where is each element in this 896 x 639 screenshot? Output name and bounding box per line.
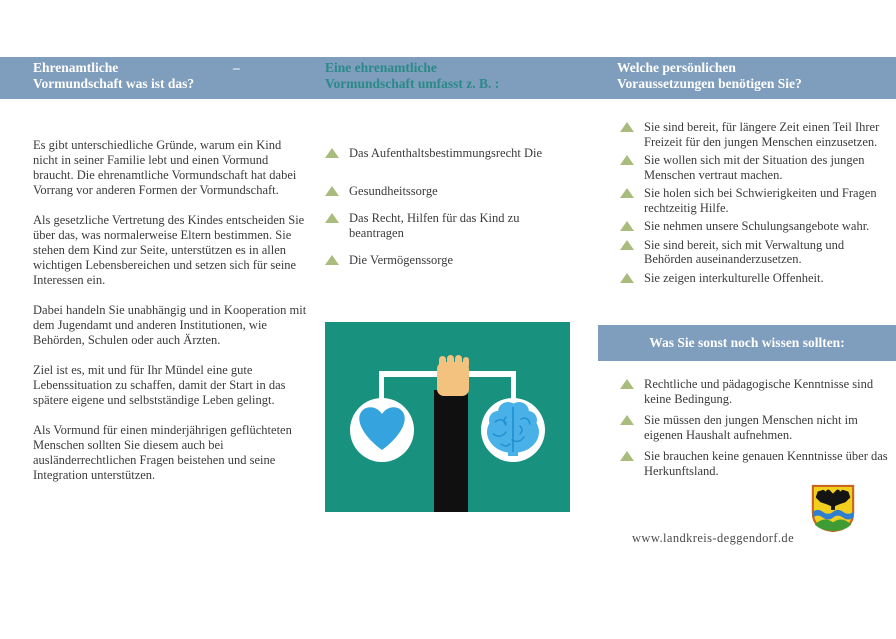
paragraph: Es gibt unterschiedliche Gründe, warum ein Kind nicht in seiner Familie lebt und einen Vormund braucht. Die ehrenamtliche Vormundschaft hat dabei Vorrang vor anderen Formen der Vormundschaft. xyxy=(33,138,297,197)
list-item xyxy=(620,153,888,182)
list-item xyxy=(620,186,888,215)
triangle-bullet-icon xyxy=(620,155,634,165)
column3-header-line2: Voraussetzungen benötigen Sie? xyxy=(617,76,802,91)
triangle-bullet-icon xyxy=(325,213,339,223)
triangle-bullet-icon xyxy=(620,379,634,389)
paragraph: Ziel ist es, mit und für Ihr Mündel eine gute Lebenssituation zu schaffen, damit der Start in das spätere eigene und selbstständige Leben gelingt. xyxy=(33,363,286,407)
list-item xyxy=(620,238,888,267)
list-item-label: Das Aufenthaltsbestimmungsrecht Die xyxy=(349,146,543,160)
triangle-bullet-icon xyxy=(620,221,634,231)
list-item xyxy=(620,449,888,478)
list-item xyxy=(620,219,888,234)
column1-header-line2: Vormundschaft was ist das? xyxy=(33,76,195,91)
list-item-label: Rechtliche und pädagogische Kenntnisse sind keine Bedingung. xyxy=(644,377,874,406)
triangle-bullet-icon xyxy=(620,122,634,132)
list-item-label: Sie sind bereit, für längere Zeit einen Teil Ihrer Freizeit für den jungen Menschen einzusetzen. xyxy=(644,120,880,149)
paragraph: Als Vormund für einen minderjährigen geflüchteten Menschen sollten Sie diesem auch bei ausländerrechtlichen Fragen beistehen und seine Integration unterstützen. xyxy=(33,423,292,482)
column3-bullet-list xyxy=(620,120,888,289)
list-item xyxy=(325,184,567,199)
fist-icon xyxy=(437,355,469,396)
list-item-label: Gesundheitssorge xyxy=(349,183,438,198)
paragraph: Als gesetzliche Vertretung des Kindes entscheiden Sie über das, was normalerweise Eltern bestimmen. Sie stehen dem Kind zur Seite, unterstützen es in allen wichtigen Lebensbereichen und setzen sich für seine Interessen ein. xyxy=(33,213,305,287)
column1-header-line1: Ehrenamtliche xyxy=(33,60,119,75)
triangle-bullet-icon xyxy=(325,255,339,265)
info-box-title: Was Sie sonst noch wissen sollten: xyxy=(598,325,896,361)
paragraph: Dabei handeln Sie unabhängig und in Kooperation mit dem Jugendamt und anderen Institutionen, wie Behörden, Schulen oder auch Ärzten. xyxy=(33,303,307,347)
list-item xyxy=(325,211,567,240)
arm-sleeve-icon xyxy=(434,390,468,512)
triangle-bullet-icon xyxy=(620,273,634,283)
deggendorf-coat-of-arms-icon xyxy=(810,484,856,532)
triangle-bullet-icon xyxy=(620,188,634,198)
column2-header xyxy=(325,60,575,92)
list-item xyxy=(620,271,888,286)
list-item-label: Sie müssen den jungen Menschen nicht im eigenen Haushalt aufnehmen. xyxy=(644,413,858,442)
triangle-bullet-icon xyxy=(325,186,339,196)
balance-illustration xyxy=(325,322,570,512)
heart-scale xyxy=(350,398,414,462)
list-item-label: Das Recht, Hilfen für das Kind zu beantragen xyxy=(349,211,520,240)
list-item xyxy=(325,146,567,161)
triangle-bullet-icon xyxy=(325,148,339,158)
list-item-label: Sie sind bereit, sich mit Verwaltung und Behörden auseinanderzusetzen. xyxy=(644,237,845,266)
brain-scale xyxy=(481,398,545,462)
column3-header-line1: Welche persönlichen xyxy=(617,60,736,75)
column1-body xyxy=(33,138,309,498)
column2-bullet-list xyxy=(325,146,567,281)
info-bullet-list xyxy=(620,377,888,485)
list-item xyxy=(620,120,888,149)
list-item xyxy=(620,413,888,442)
list-item-label: Sie brauchen keine genauen Kenntnisse über das Herkunftsland. xyxy=(644,449,888,478)
list-item xyxy=(620,377,888,406)
list-item-label: Die Vermögenssorge xyxy=(349,253,454,267)
triangle-bullet-icon xyxy=(620,451,634,461)
column1-header-dash: – xyxy=(233,60,240,75)
triangle-bullet-icon xyxy=(620,240,634,250)
column1-header xyxy=(33,60,308,92)
list-item-label: Sie nehmen unsere Schulungsangebote wahr. xyxy=(644,219,870,233)
list-item xyxy=(325,253,567,268)
list-item-label: Sie zeigen interkulturelle Offenheit. xyxy=(644,270,824,285)
column2-header-line1: Eine ehrenamtliche xyxy=(325,60,437,75)
list-item-label: Sie wollen sich mit der Situation des jungen Menschen vertraut machen. xyxy=(644,153,865,182)
triangle-bullet-icon xyxy=(620,415,634,425)
column2-header-line2: Vormundschaft umfasst z. B. : xyxy=(325,76,500,91)
column3-header xyxy=(617,60,892,92)
website-url: www.landkreis-deggendorf.de xyxy=(632,531,795,545)
list-item-label: Sie holen sich bei Schwierigkeiten und Fragen rechtzeitig Hilfe. xyxy=(644,186,877,215)
